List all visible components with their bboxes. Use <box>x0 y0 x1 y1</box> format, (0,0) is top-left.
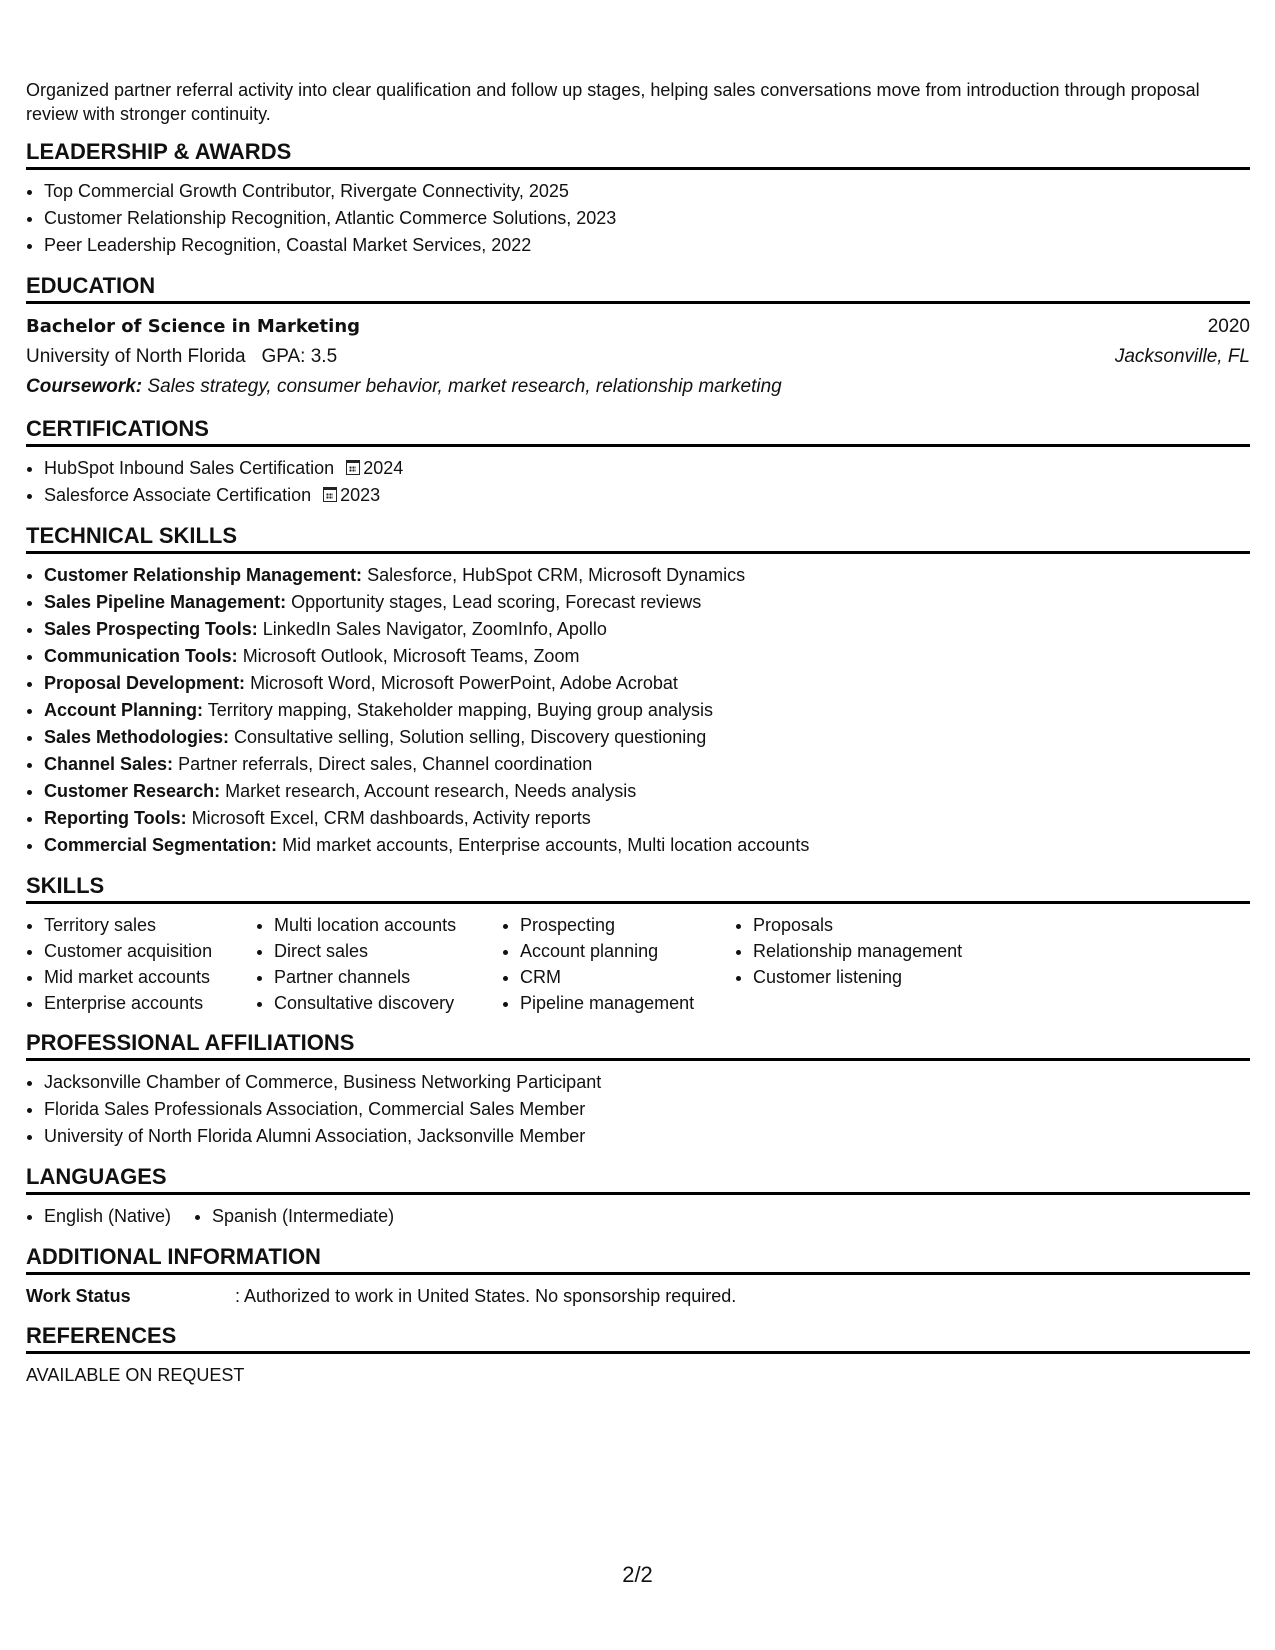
affiliations-title: PROFESSIONAL AFFILIATIONS <box>26 1029 1250 1061</box>
list-item: • Jacksonville Chamber of Commerce, Business Networking Participant <box>44 1069 1250 1096</box>
list-item: • Customer acquisition <box>44 938 256 964</box>
education-title: EDUCATION <box>26 272 1250 304</box>
graduation-year: 2020 <box>1207 316 1250 337</box>
list-item: • Pipeline management <box>520 990 735 1016</box>
list-item <box>44 670 1250 697</box>
list-item: • Florida Sales Professionals Association, Commercial Sales Member <box>44 1096 1250 1123</box>
languages-title: LANGUAGES <box>26 1163 1250 1195</box>
skills-title: SKILLS <box>26 872 1250 904</box>
list-item: • Customer Relationship Recognition, Atlantic Commerce Solutions, 2023 <box>44 205 1250 232</box>
list-item <box>44 778 1250 805</box>
list-item <box>44 697 1250 724</box>
list-item: • Account planning <box>520 938 735 964</box>
skills-column <box>26 912 256 1016</box>
list-item <box>44 482 1250 509</box>
list-item: • Customer listening <box>753 964 1013 990</box>
cert-year: 2024 <box>363 458 404 478</box>
work-status-label: Work Status <box>26 1286 131 1306</box>
certifications-section <box>26 415 1250 509</box>
resume-page <box>26 78 1250 1401</box>
list-item: • Territory sales <box>44 912 256 938</box>
languages-section <box>26 1163 1250 1230</box>
skill-value: Partner referrals, Direct sales, Channel coordination <box>178 754 593 774</box>
work-status-row <box>26 1283 1250 1309</box>
list-item: • English (Native) <box>44 1203 194 1230</box>
affiliations-list <box>26 1069 1250 1150</box>
leadership-title: LEADERSHIP & AWARDS <box>26 138 1250 170</box>
list-item: • Peer Leadership Recognition, Coastal Market Services, 2022 <box>44 232 1250 259</box>
gpa: GPA: 3.5 <box>261 346 338 367</box>
language-column <box>26 1203 194 1230</box>
skill-label: Reporting Tools: <box>44 808 187 828</box>
skill-label: Sales Prospecting Tools: <box>44 619 258 639</box>
list-item: • Spanish (Intermediate) <box>212 1203 394 1230</box>
skill-value: Microsoft Word, Microsoft PowerPoint, Adobe Acrobat <box>250 673 678 693</box>
skill-label: Channel Sales: <box>44 754 174 774</box>
list-item <box>44 832 1250 859</box>
list-item <box>44 455 1250 482</box>
certifications-title: CERTIFICATIONS <box>26 415 1250 447</box>
school-name: University of North Florida <box>26 346 246 367</box>
list-item <box>44 616 1250 643</box>
skill-value: Microsoft Excel, CRM dashboards, Activity reports <box>191 808 591 828</box>
skill-value: Consultative selling, Solution selling, Discovery questioning <box>234 727 707 747</box>
school-line <box>26 342 337 372</box>
list-item <box>44 643 1250 670</box>
list-item: • Consultative discovery <box>274 990 502 1016</box>
list-item <box>44 751 1250 778</box>
language-column <box>194 1203 394 1230</box>
coursework-text: Sales strategy, consumer behavior, market research, relationship marketing <box>147 376 782 397</box>
calendar-icon <box>323 487 337 502</box>
references-title: REFERENCES <box>26 1322 1250 1354</box>
skill-value: Opportunity stages, Lead scoring, Forecast reviews <box>291 592 702 612</box>
technical-skills-section <box>26 522 1250 859</box>
skills-column <box>256 912 502 1016</box>
list-item: • Enterprise accounts <box>44 990 256 1016</box>
leadership-section <box>26 138 1250 259</box>
list-item: • Relationship management <box>753 938 1013 964</box>
skill-label: Commercial Segmentation: <box>44 835 278 855</box>
references-section <box>26 1322 1250 1388</box>
calendar-icon <box>346 460 360 475</box>
list-item <box>44 562 1250 589</box>
skill-label: Sales Methodologies: <box>44 727 230 747</box>
skills-column <box>735 912 1013 1016</box>
skills-grid <box>26 912 1250 1016</box>
technical-skills-list <box>26 562 1250 859</box>
cert-name: HubSpot Inbound Sales Certification <box>44 458 335 478</box>
list-item: • Multi location accounts <box>274 912 502 938</box>
education-school-row <box>26 342 1250 372</box>
list-item: • University of North Florida Alumni Association, Jacksonville Member <box>44 1123 1250 1150</box>
page-number: 2/2 <box>622 1562 653 1587</box>
list-item <box>44 589 1250 616</box>
coursework <box>26 372 1250 402</box>
skill-label: Customer Relationship Management: <box>44 565 363 585</box>
affiliations-section <box>26 1029 1250 1150</box>
skill-value: Salesforce, HubSpot CRM, Microsoft Dynamics <box>367 565 746 585</box>
skills-column <box>502 912 735 1016</box>
list-item: • Top Commercial Growth Contributor, Rivergate Connectivity, 2025 <box>44 178 1250 205</box>
list-item: • Prospecting <box>520 912 735 938</box>
list-item: • CRM <box>520 964 735 990</box>
cert-year: 2023 <box>340 485 381 505</box>
additional-section <box>26 1243 1250 1309</box>
coursework-label: Coursework: <box>26 376 143 397</box>
list-item: • Proposals <box>753 912 1013 938</box>
certifications-list <box>26 455 1250 509</box>
skill-value: Market research, Account research, Needs analysis <box>225 781 637 801</box>
skill-value: Territory mapping, Stakeholder mapping, Buying group analysis <box>207 700 713 720</box>
skills-section <box>26 872 1250 1016</box>
references-text: AVAILABLE ON REQUEST <box>26 1365 245 1385</box>
list-item: • Direct sales <box>274 938 502 964</box>
intro-paragraph: Organized partner referral activity into clear qualification and follow up stages, helping sales conversations move from introduction through proposal review with stronger continuity. <box>26 80 1200 124</box>
school-location: Jacksonville, FL <box>1114 346 1250 367</box>
skill-label: Communication Tools: <box>44 646 238 666</box>
additional-title: ADDITIONAL INFORMATION <box>26 1243 1250 1275</box>
work-status-value: : Authorized to work in United States. No sponsorship required. <box>235 1286 737 1306</box>
degree: Bachelor of Science in Marketing <box>26 316 361 337</box>
cert-name: Salesforce Associate Certification <box>44 485 312 505</box>
list-item: • Partner channels <box>274 964 502 990</box>
skill-value: LinkedIn Sales Navigator, ZoomInfo, Apollo <box>262 619 607 639</box>
leadership-list <box>26 178 1250 259</box>
skill-label: Proposal Development: <box>44 673 246 693</box>
languages-list <box>26 1203 1250 1230</box>
technical-skills-title: TECHNICAL SKILLS <box>26 522 1250 554</box>
skill-value: Microsoft Outlook, Microsoft Teams, Zoom <box>242 646 580 666</box>
list-item <box>44 724 1250 751</box>
list-item: • Mid market accounts <box>44 964 256 990</box>
skill-label: Sales Pipeline Management: <box>44 592 287 612</box>
skill-label: Account Planning: <box>44 700 203 720</box>
list-item <box>44 805 1250 832</box>
education-section <box>26 272 1250 402</box>
education-degree-row <box>26 312 1250 342</box>
skill-value: Mid market accounts, Enterprise accounts, Multi location accounts <box>282 835 810 855</box>
skill-label: Customer Research: <box>44 781 221 801</box>
